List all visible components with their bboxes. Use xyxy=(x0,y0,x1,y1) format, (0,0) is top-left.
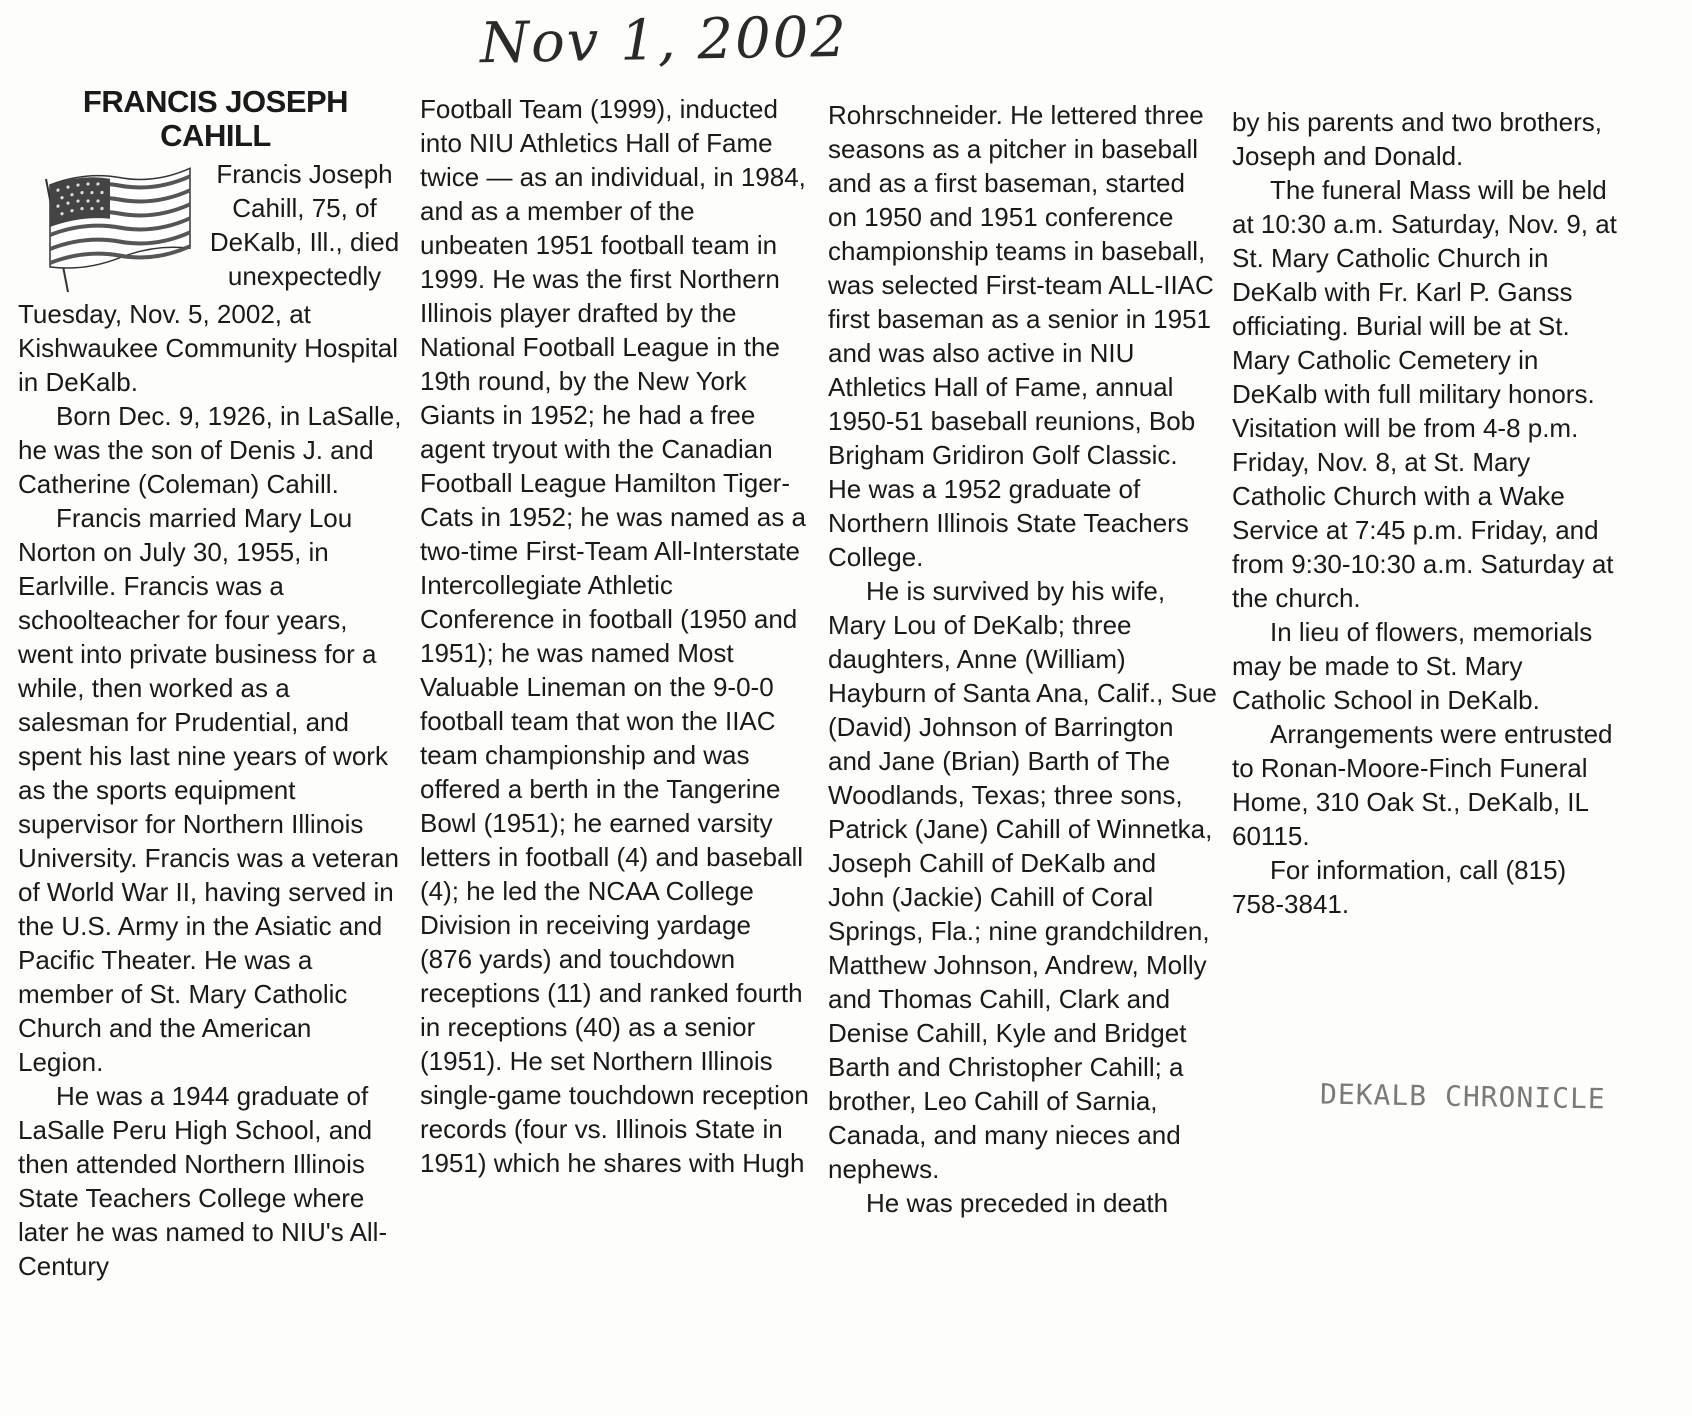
newspaper-stamp: DEKALB CHRONICLE xyxy=(1319,1077,1606,1116)
paragraph: He is survived by his wife, Mary Lou of DeKalb; three daughters, Anne (William) Hayburn of Santa Ana, Calif., Sue (David) Johnson of Barrington and Jane (Brian) Barth of The Woodlands, Texas; three sons, Patrick (Jane) Cahill of Winnetka, Joseph Cahill of DeKalb and John (Jackie) Cahill of Coral Springs, Fla.; nine grandchildren, Matthew Johnson, Andrew, Molly and Thomas Cahill, Clark and Denise Cahill, Kyle and Bridget Barth and Christopher Cahill; a brother, Leo Cahill of Sarnia, Canada, and many nieces and nephews. xyxy=(828,576,1217,1184)
paragraph: Football Team (1999), inducted into NIU Athletics Hall of Fame twice — as an individual, in 1984, and as a member of the unbeaten 1951 football team in 1999. He was the first Northern Illinois player drafted by the National Football League in the 19th round, by the New York Giants in 1952; he had a free agent tryout with the Canadian Football League Hamilton Tiger-Cats in 1952; he was named as a two-time First-Team All-Interstate Intercollegiate Athletic Conference in football (1950 and 1951); he was named Most Valuable Lineman on the 9-0-0 football team that won the IIAC team championship and was offered a berth in the Tangerine Bowl (1951); he earned varsity letters in football (4) and baseball (4); he led the NCAA College Division in receiving yardage (876 yards) and touchdown receptions (11) and ranked fourth in receptions (40) as a senior (1951). He set Northern Illinois single-game touchdown reception records (four vs. Illinois State in 1951) which he shares with Hugh xyxy=(420,94,809,1178)
paragraph: Rohrschneider. He lettered three seasons as a pitcher in baseball and as a first baseman, started on 1950 and 1951 conference championship teams in baseball, was selected First-team ALL-IIAC first baseman as a senior in 1951 and was also active in NIU Athletics Hall of Fame, annual 1950-51 baseball reunions, Bob Brigham Gridiron Golf Classic. He was a 1952 graduate of Northern Illinois State Teachers College. xyxy=(828,100,1214,572)
column-3 xyxy=(828,98,1218,1220)
paragraph: Tuesday, Nov. 5, 2002, at Kishwaukee Community Hospital in DeKalb. xyxy=(18,299,399,397)
column-2 xyxy=(420,92,810,1180)
column-1 xyxy=(18,85,403,1283)
paragraph: For information, call (815) 758-3841. xyxy=(1232,855,1567,919)
paragraph: Francis married Mary Lou Norton on July 30, 1955, in Earlville. Francis was a schoolteacher for four years, went into private business for a while, then worked as a salesman for Prudential, and spent his last nine years of work as the sports equipment supervisor for Northern Illinois University. Francis was a veteran of World War II, having served in the U.S. Army in the Asiatic and Pacific Theater. He was a member of St. Mary Catholic Church and the American Legion. xyxy=(18,503,399,1077)
column-4 xyxy=(1232,105,1622,921)
paragraph: Arrangements were entrusted to Ronan-Moore-Finch Funeral Home, 310 Oak St., DeKalb, IL 60115. xyxy=(1232,719,1613,851)
paragraph: In lieu of flowers, memorials may be made to St. Mary Catholic School in DeKalb. xyxy=(1232,617,1593,715)
paragraph: He was a 1944 graduate of LaSalle Peru High School, and then attended Northern Illinois State Teachers College where later he was named to NIU's All-Century xyxy=(18,1081,388,1281)
headline-line-1: FRANCIS JOSEPH xyxy=(82,84,349,119)
paragraph: Born Dec. 9, 1926, in LaSalle, he was the son of Denis J. and Catherine (Coleman) Cahill. xyxy=(18,401,402,499)
lead-block xyxy=(18,157,403,297)
headline-line-2: CAHILL xyxy=(160,118,271,153)
paragraph: by his parents and two brothers, Joseph and Donald. xyxy=(1232,107,1602,171)
handwritten-date: Nov 1, 2002 xyxy=(479,4,849,77)
paragraph: The funeral Mass will be held at 10:30 a.m. Saturday, Nov. 9, at St. Mary Catholic Church in DeKalb with Fr. Karl P. Ganss officiating. Burial will be at St. Mary Catholic Cemetery in DeKalb with full military honors. Visitation will be from 4-8 p.m. Friday, Nov. 8, at St. Mary Catholic Church with a Wake Service at 7:45 p.m. Friday, and from 9:30-10:30 a.m. Saturday at the church. xyxy=(1232,175,1617,613)
obituary-headline xyxy=(38,85,393,153)
american-flag-icon xyxy=(28,157,198,297)
lead-paragraph: Francis Joseph Cahill, 75, of DeKalb, Ill., died unexpectedly xyxy=(209,159,400,291)
paragraph: He was preceded in death xyxy=(866,1188,1169,1218)
